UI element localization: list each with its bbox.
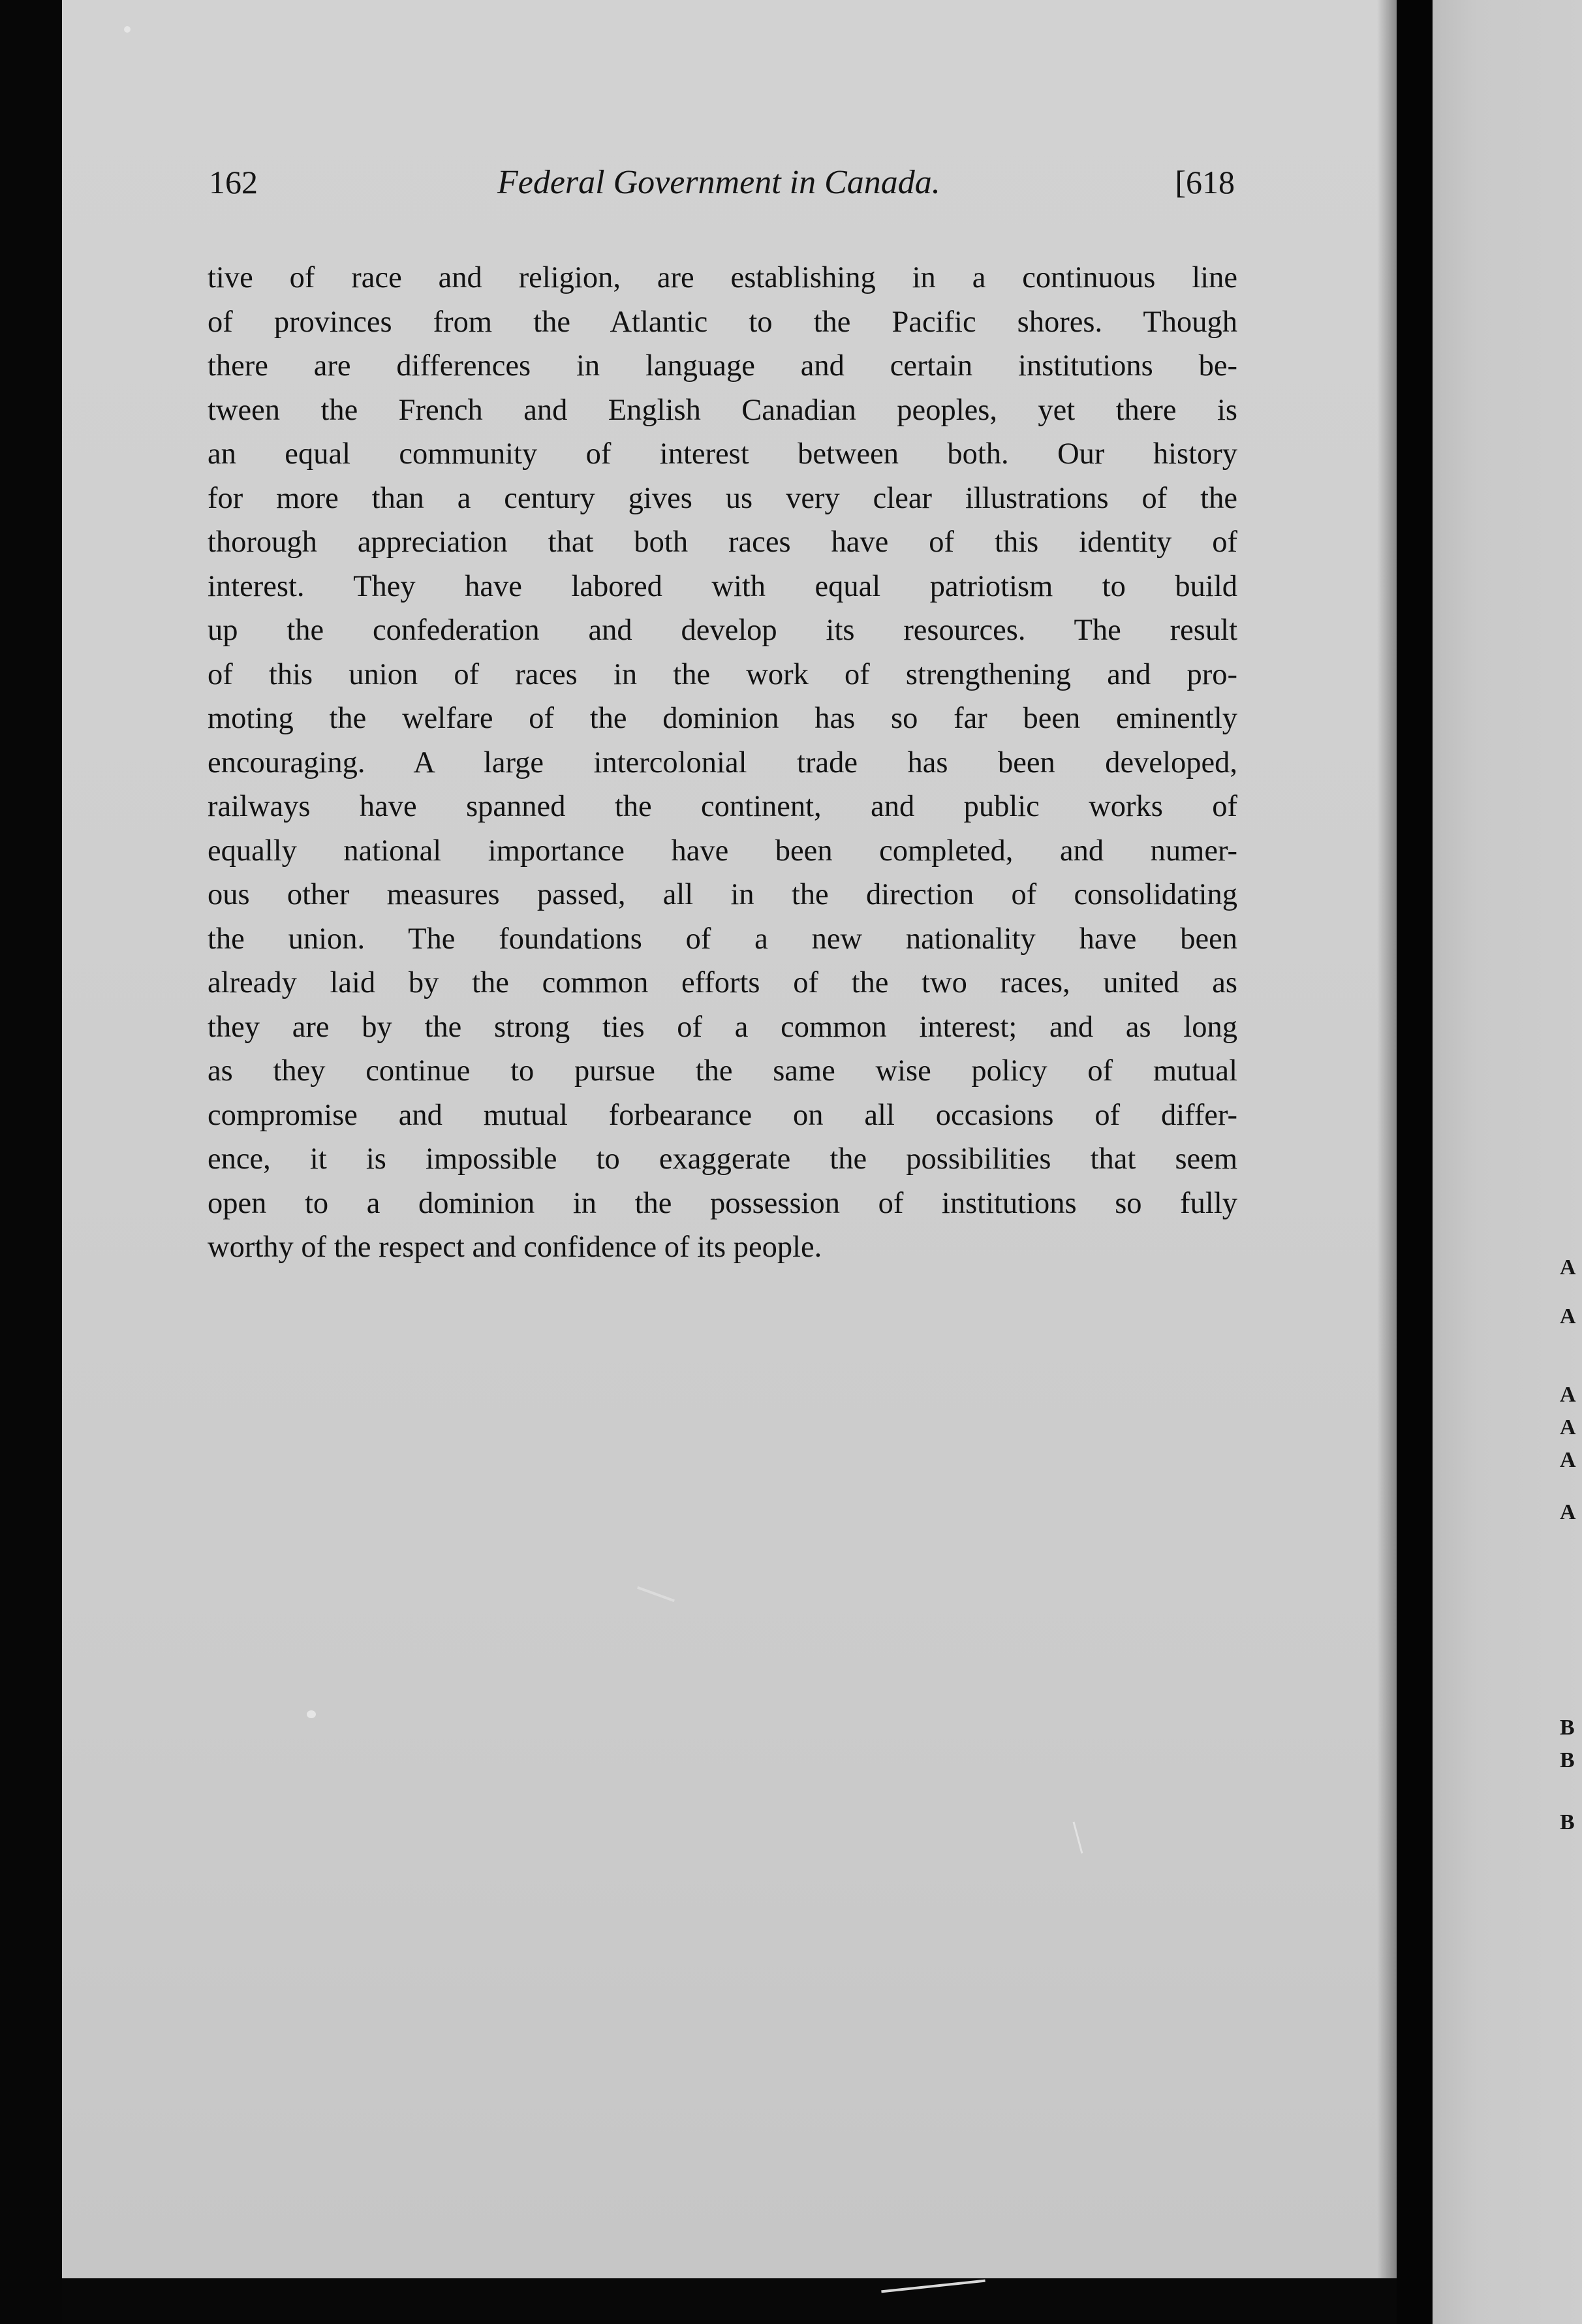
text-line: ence, it is impossible to exaggerate the possibilities that seem (208, 1142, 1237, 1176)
text-line: already laid by the common efforts of the two races, united as (208, 966, 1237, 999)
adjacent-page-fragment: A (1560, 1448, 1576, 1472)
text-line: interest. They have labored with equal patriotism to build (208, 569, 1237, 603)
scan-speck (307, 1710, 316, 1718)
bracketed-page-number: [618 (1175, 164, 1235, 200)
adjacent-page-fragment: A (1560, 1304, 1576, 1328)
bottom-scan-margin (62, 2278, 1397, 2324)
text-line: worthy of the respect and confidence of its people. (208, 1231, 822, 1264)
page-gutter (1397, 0, 1433, 2324)
page-edge-shadow (1377, 0, 1397, 2278)
text-line: open to a dominion in the possession of institutions so fully (208, 1186, 1237, 1220)
page-number: 162 (209, 164, 258, 200)
text-line: tween the French and English Canadian peoples, yet there is (208, 393, 1237, 427)
text-line: up the confederation and develop its resources. The result (208, 614, 1237, 647)
scan-speck (124, 26, 131, 33)
text-line: compromise and mutual forbearance on all occasions of differ- (208, 1098, 1237, 1132)
adjacent-page-fragment: B (1560, 1716, 1575, 1740)
adjacent-page-fragment: B (1560, 1810, 1575, 1834)
text-line: of this union of races in the work of strengthening and pro- (208, 657, 1237, 691)
text-line: encouraging. A large intercolonial trade has been developed, (208, 746, 1237, 779)
text-line: the union. The foundations of a new nationality have been (208, 922, 1237, 956)
text-line: tive of race and religion, are establishing in a continuous line (208, 261, 1237, 294)
adjacent-page-fragment: A (1560, 1255, 1576, 1280)
adjacent-page-edge (1433, 0, 1582, 2324)
text-line: equally national importance have been completed, and numer- (208, 834, 1237, 868)
text-line: moting the welfare of the dominion has so far been eminently (208, 702, 1237, 735)
text-line: an equal community of interest between both. Our history (208, 437, 1237, 471)
adjacent-page-fragment: A (1560, 1500, 1576, 1524)
running-header (209, 163, 1240, 215)
text-line: of provinces from the Atlantic to the Pacific shores. Though (208, 305, 1237, 339)
left-scan-margin (0, 0, 62, 2324)
text-line: as they continue to pursue the same wise policy of mutual (208, 1054, 1237, 1088)
text-line: railways have spanned the continent, and public works of (208, 790, 1237, 823)
body-paragraph (208, 256, 1237, 1270)
text-line: there are differences in language and certain institutions be- (208, 349, 1237, 383)
text-line: for more than a century gives us very clear illustrations of the (208, 481, 1237, 515)
text-line: they are by the strong ties of a common interest; and as long (208, 1010, 1237, 1044)
adjacent-page-fragment: A (1560, 1383, 1576, 1407)
adjacent-page-fragment: A (1560, 1415, 1576, 1439)
adjacent-page-fragment: B (1560, 1748, 1575, 1772)
text-line: thorough appreciation that both races have of this identity of (208, 526, 1237, 559)
running-title: Federal Government in Canada. (497, 164, 940, 201)
text-line: ous other measures passed, all in the direction of consolidating (208, 878, 1237, 911)
